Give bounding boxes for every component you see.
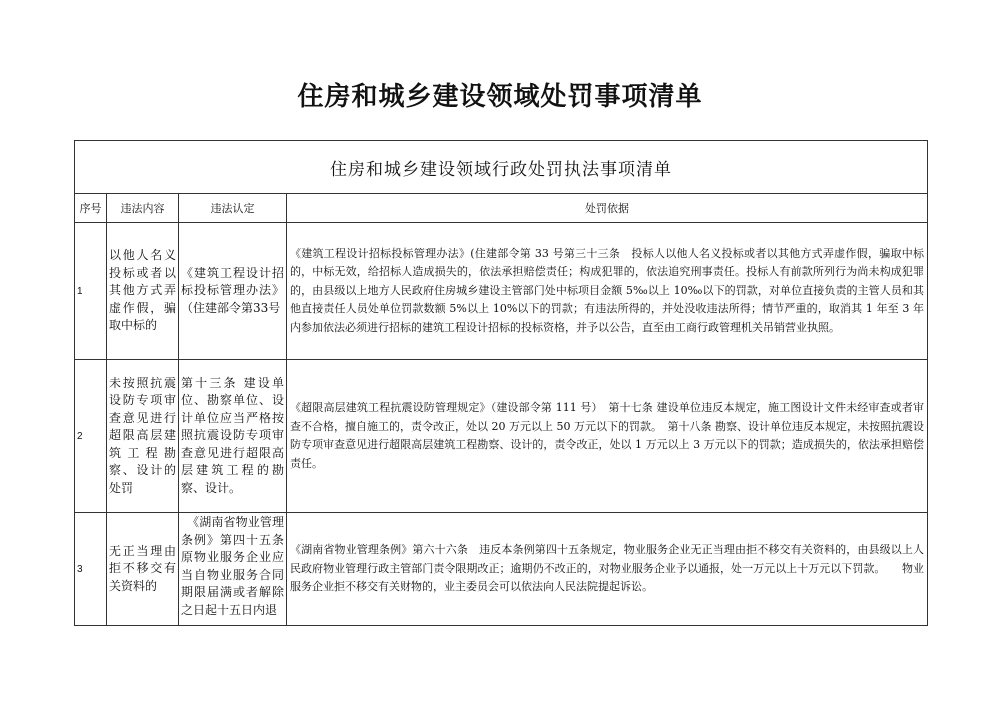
penalty-table: [74, 140, 928, 626]
row-determination: 第十三条 建设单位、勘察单位、设计单位应当严格按照抗震设防专项审查意见进行超限高层建筑工程的勘察、设计。: [179, 360, 287, 513]
header-basis: 处罚依据: [287, 194, 928, 223]
row-basis: 《建筑工程设计招标投标管理办法》(住建部令第 33 号第三十三条 投标人以他人名义投标或者以其他方式弄虚作假，骗取中标的，中标无效，给招标人造成损失的，依法承担赔偿责任；构成犯罪的，依法追究刑事责任。投标人有前款所列行为尚未构成犯罪的，由县级以上地方人民政府住房城乡建设主管部门处中标项目金额 5‰以上 10‰以下的罚款，对单位直接负责的主管人员和其他直接责任人员处单位罚款数额 5%以上 10%以下的罚款；有违法所得的，并处没收违法所得；情节严重的，取消其 1 年至 3 年内参加依法必须进行招标的建筑工程设计招标的投标资格，并予以公告，直至由工商行政管理机关吊销营业执照。: [287, 223, 928, 360]
row-determination: 《湖南省物业管理条例》第四十五条原物业服务企业应当自物业服务合同期限届满或者解除之日起十五日内退: [179, 513, 287, 626]
row-seq: 2: [75, 360, 107, 513]
row-determination: 《建筑工程设计招标投标管理办法》（住建部令第33号: [179, 223, 287, 360]
table-row: [75, 360, 928, 513]
document-title: 住房和城乡建设领域处罚事项清单: [297, 82, 703, 112]
row-basis: 《湖南省物业管理条例》第六十六条 违反本条例第四十五条规定，物业服务企业无正当理由拒不移交有关资料的，由县级以上人民政府物业管理行政主管部门责令限期改正；逾期仍不改正的，对物业服务企业予以通报，处一万元以上十万元以下罚款。 物业服务企业拒不移交有关财物的，业主委员会可以依法向人民法院提起诉讼。: [287, 513, 928, 626]
table-row: [75, 513, 928, 626]
header-seq: 序号: [75, 194, 107, 223]
row-seq: 3: [75, 513, 107, 626]
table-caption: 住房和城乡建设领域行政处罚执法事项清单: [75, 141, 928, 194]
row-seq: 1: [75, 223, 107, 360]
row-basis: 《超限高层建筑工程抗震设防管理规定》（建设部令第 111 号） 第十七条 建设单位违反本规定，施工图设计文件未经审查或者审查不合格，擅自施工的，责令改正，处以 20 万元以上 50 万元以下的罚款。 第十八条 勘察、设计单位违反本规定，未按照抗震设防专项审查意见进行超限高层建筑工程勘察、设计的，责令改正，处以 1 万元以上 3 万元以下的罚款；造成损失的，依法承担赔偿责任。: [287, 360, 928, 513]
row-content: 以他人名义投标或者以其他方式弄虚作假，骗取中标的: [107, 223, 179, 360]
header-determination: 违法认定: [179, 194, 287, 223]
table-header-row: [75, 194, 928, 223]
row-content: 未按照抗震设防专项审查意见进行超限高层建筑工程勘察、设计的处罚: [107, 360, 179, 513]
table-caption-row: [75, 141, 928, 194]
header-content: 违法内容: [107, 194, 179, 223]
row-content: 无正当理由拒不移交有关资料的: [107, 513, 179, 626]
table-row: [75, 223, 928, 360]
